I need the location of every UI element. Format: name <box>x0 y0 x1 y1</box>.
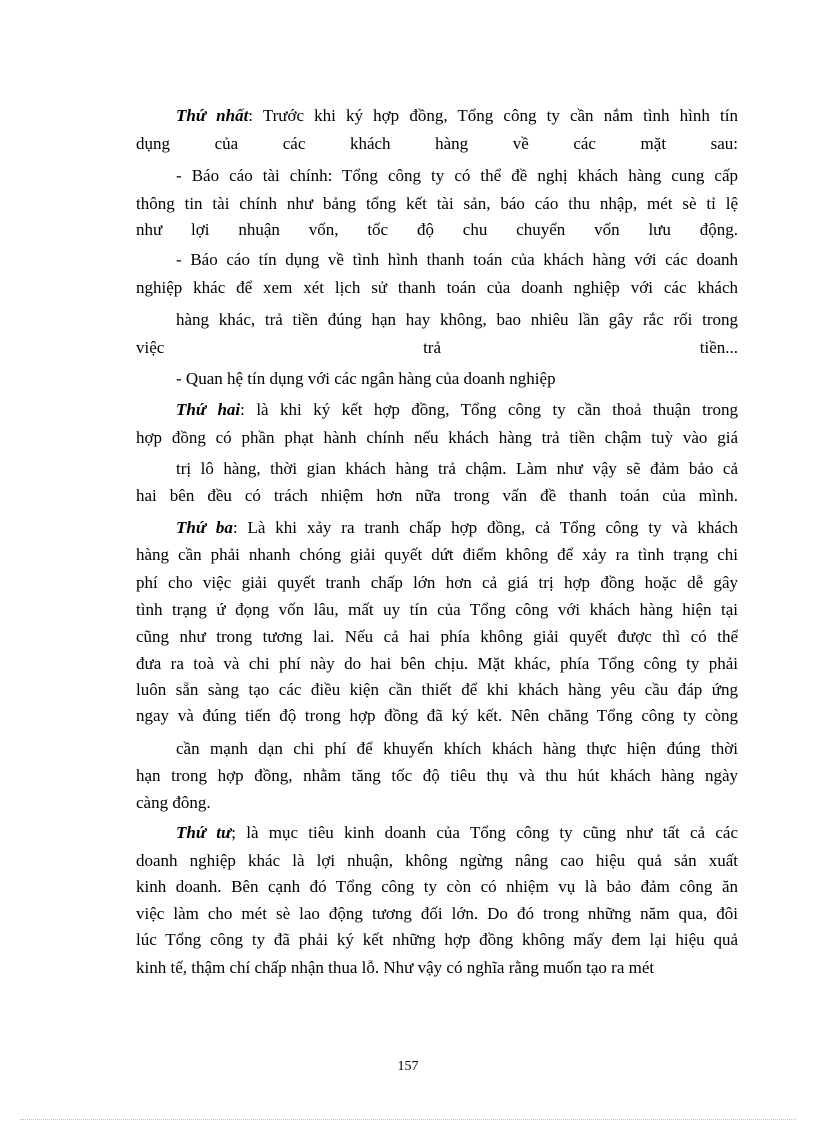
bullet-2-line-4: việc trả tiền... <box>136 338 738 357</box>
paragraph-4-line-4: việc làm cho mét sè lao động tương đối lớn. Do đó trong những năm qua, đôi <box>136 904 738 923</box>
paragraph-1-line-2: dụng của các khách hàng về các mặt sau: <box>136 134 738 153</box>
paragraph-3-line-8: ngay và đúng tiến độ trong hợp đồng đã ký kết. Nên chăng Tổng công ty còng <box>136 706 738 725</box>
paragraph-3-line-6: đưa ra toà và chi phí này do hai bên chịu. Mặt khác, phía Tổng công ty phải <box>136 654 738 673</box>
paragraph-1-line-1-text: : Trước khi ký hợp đồng, Tổng công ty cần nắm tình hình tín <box>248 106 738 125</box>
paragraph-1-line-1 <box>176 105 738 127</box>
paragraph-4-lead: Thứ tư <box>176 823 232 842</box>
paragraph-3-line-1 <box>176 517 738 539</box>
paragraph-3-line-9: cần mạnh dạn chi phí để khuyến khích khách hàng thực hiện đúng thời <box>176 739 738 758</box>
paragraph-2-line-3: trị lô hàng, thời gian khách hàng trả chậm. Làm như vậy sẽ đảm bảo cả <box>176 459 738 478</box>
paragraph-4-line-6: kinh tế, thậm chí chấp nhận thua lỗ. Như vậy có nghĩa rằng muốn tạo ra mét <box>136 958 655 977</box>
paragraph-2-line-4: hai bên đều có trách nhiệm hơn nữa trong vấn đề thanh toán của mình. <box>136 486 738 505</box>
bullet-1-line-2: thông tin tài chính như bảng tổng kết tài sản, báo cáo thu nhập, mét sè tỉ lệ <box>136 194 738 213</box>
paragraph-4-line-1 <box>176 822 738 844</box>
paragraph-2-lead: Thứ hai <box>176 400 241 419</box>
paragraph-3-lead: Thứ ba <box>176 518 233 537</box>
paragraph-3-line-10: hạn trong hợp đồng, nhằm tăng tốc độ tiêu thụ và thu hút khách hàng ngày <box>136 766 738 785</box>
bullet-1-line-1: - Báo cáo tài chính: Tổng công ty có thể đề nghị khách hàng cung cấp <box>176 166 738 185</box>
bullet-1-line-3: như lợi nhuận vốn, tốc độ chu chuyển vốn lưu động. <box>136 220 738 239</box>
paragraph-3-line-3: phí cho việc giải quyết tranh chấp lớn hơn cả giá trị hợp đồng hoặc dễ gây <box>136 573 738 592</box>
paragraph-4-line-1-text: ; là mục tiêu kinh doanh của Tổng công ty cũng như tất cả các <box>231 823 738 842</box>
paragraph-3-line-7: luôn sẵn sàng tạo các điều kiện cần thiết để khi khách hàng yêu cầu đáp ứng <box>136 680 738 699</box>
paragraph-3-line-2: hàng cần phải nhanh chóng giải quyết dứt điểm không để xảy ra tình trạng chi <box>136 545 738 564</box>
paragraph-2-line-1-text: : là khi ký kết hợp đồng, Tổng công ty cần thoả thuận trong <box>240 400 738 419</box>
paragraph-3-line-1-text: : Là khi xảy ra tranh chấp hợp đồng, cả Tổng công ty và khách <box>232 518 738 537</box>
bullet-2-line-2: nghiệp khác để xem xét lịch sử thanh toán của doanh nghiệp với các khách <box>136 278 738 297</box>
paragraph-2-line-2: hợp đồng có phần phạt hành chính nếu khách hàng trả tiền chậm tuỳ vào giá <box>136 428 738 447</box>
paragraph-1-lead: Thứ nhất <box>176 106 249 125</box>
paragraph-4-line-3: kinh doanh. Bên cạnh đó Tổng công ty còn có nhiệm vụ là bảo đảm công ăn <box>136 877 738 896</box>
paragraph-3-line-11: càng đông. <box>136 793 211 812</box>
page-number: 157 <box>397 1059 419 1074</box>
paragraph-4-line-5: lúc Tổng công ty đã phải ký kết những hợp đồng không mấy đem lại hiệu quả <box>136 930 738 949</box>
bullet-2-line-1: - Báo cáo tín dụng về tình hình thanh toán của khách hàng với các doanh <box>176 250 738 269</box>
paragraph-3-line-5: cũng như trong tương lai. Nếu cả hai phía không giải quyết được thì có thể <box>136 627 738 646</box>
paragraph-4-line-2: doanh nghiệp khác là lợi nhuận, không ngừng nâng cao hiệu quả sản xuất <box>136 851 738 870</box>
paragraph-3-line-4: tình trạng ứ đọng vốn lâu, mất uy tín của Tổng công với khách hàng hiện tại <box>136 600 738 619</box>
paragraph-2-line-1 <box>176 399 738 421</box>
bullet-3-line-1: - Quan hệ tín dụng với các ngân hàng của doanh nghiệp <box>176 369 556 388</box>
bullet-2-line-3: hàng khác, trả tiền đúng hạn hay không, bao nhiêu lần gây rắc rối trong <box>176 310 738 329</box>
page-bottom-divider <box>20 1119 796 1120</box>
